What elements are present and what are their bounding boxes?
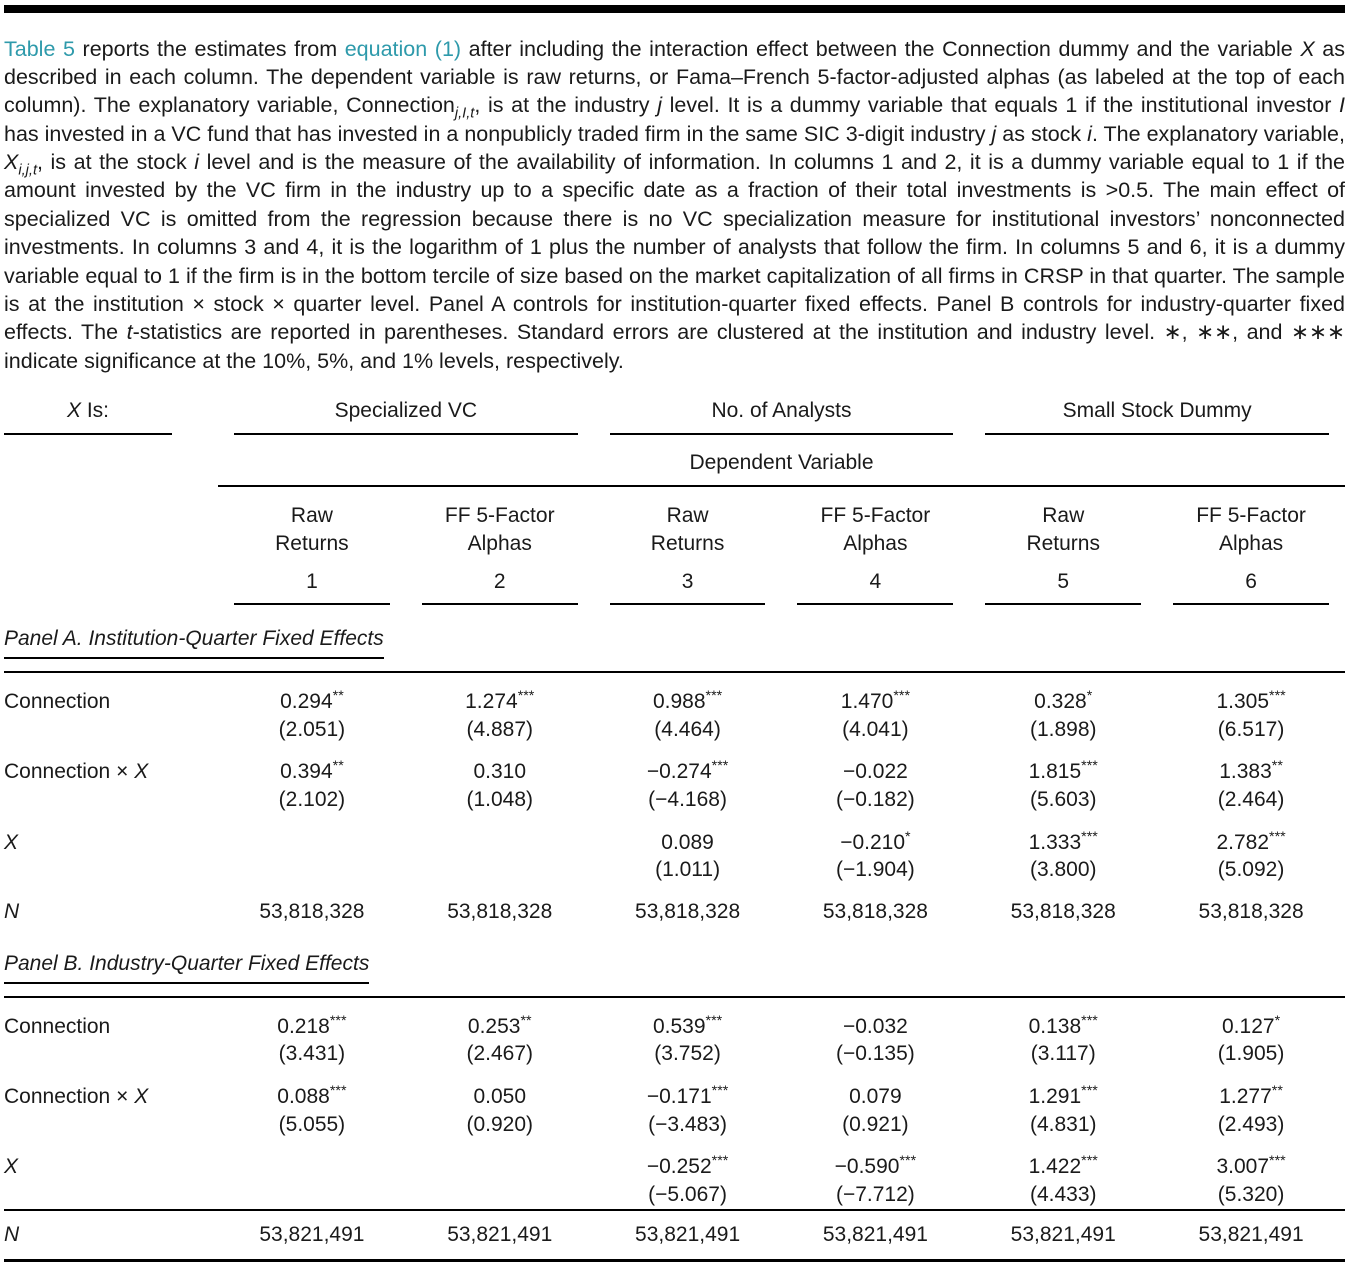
- tstat-row: [4, 1181, 1345, 1210]
- italic-text: j: [991, 121, 997, 146]
- coefficient-row: [4, 997, 1345, 1041]
- significance-stars: ***: [711, 758, 729, 775]
- significance-stars: ***: [329, 1083, 347, 1099]
- italic-text: i: [194, 150, 200, 174]
- tstat-cell: (2.051): [278, 717, 346, 741]
- tstat-row: [4, 1111, 1345, 1139]
- column-number-6: 6: [1157, 557, 1345, 605]
- coefficient-row: [4, 814, 1345, 857]
- column-header-row: [4, 487, 1345, 557]
- tstat-cell: (1.048): [466, 787, 534, 811]
- subscript-text: i,j,t: [18, 162, 38, 179]
- significance-stars: ***: [1081, 1012, 1098, 1029]
- italic-text: X: [134, 760, 149, 784]
- coefficient-cell: −0.022: [842, 760, 908, 784]
- row-label: Connection × X: [4, 760, 149, 784]
- tstat-cell: [406, 1181, 594, 1210]
- column-header-4: FF 5-Factor Alphas: [820, 503, 931, 555]
- coefficient-cell: 1.277**: [1219, 1083, 1283, 1108]
- n-value-cell: 53,821,491: [218, 1210, 406, 1260]
- row-label: [4, 1138, 218, 1181]
- n-value-cell: 53,818,328: [1198, 900, 1304, 924]
- coefficient-cell: 0.310: [473, 760, 527, 784]
- coefficient-cell: [406, 814, 594, 857]
- significance-stars: ***: [705, 1012, 723, 1029]
- tstat-cell: [218, 1181, 406, 1210]
- observations-row: [4, 1210, 1345, 1260]
- n-value-cell: 53,821,491: [969, 1210, 1157, 1260]
- italic-text: t: [126, 320, 133, 345]
- group-header-row: [4, 397, 1345, 436]
- coefficient-cell: −0.590***: [834, 1153, 917, 1179]
- significance-stars: ***: [329, 1012, 347, 1029]
- tstat-cell: (6.517): [1217, 717, 1285, 741]
- column-number-4: 4: [781, 557, 969, 605]
- significance-stars: **: [332, 687, 344, 704]
- tstat-cell: (3.800): [1029, 858, 1097, 882]
- paper-page: [0, 5, 1349, 1262]
- coefficient-cell: 0.539***: [652, 1012, 723, 1038]
- significance-stars: ***: [1081, 758, 1098, 775]
- row-label: [4, 1210, 218, 1260]
- italic-text: j: [657, 93, 662, 118]
- tstat-cell: (2.493): [1217, 1112, 1285, 1136]
- dependent-variable-row: [4, 435, 1345, 487]
- n-value-cell: 53,821,491: [594, 1210, 782, 1260]
- italic-text: X: [4, 830, 19, 854]
- tstat-cell: (4.464): [654, 717, 721, 741]
- tstat-cell: (−1.904): [835, 858, 915, 882]
- spacer-cell: [4, 487, 218, 557]
- tstat-cell: (2.467): [466, 1042, 534, 1066]
- n-value-cell: 53,818,328: [447, 900, 553, 924]
- coefficient-cell: −0.274***: [646, 758, 729, 784]
- x-is-header: [4, 397, 218, 436]
- tstat-cell: (−7.712): [835, 1183, 915, 1207]
- dependent-variable-header: Dependent Variable: [218, 435, 1345, 487]
- spacer-cell: [4, 786, 218, 814]
- column-header-5: Raw Returns: [1026, 503, 1100, 555]
- coefficient-cell: 0.218***: [277, 1012, 347, 1038]
- n-value-cell: 53,821,491: [406, 1210, 594, 1260]
- n-value-cell: 53,821,491: [1157, 1210, 1345, 1260]
- significance-stars: ***: [705, 687, 723, 704]
- column-number-2: 2: [406, 557, 594, 605]
- coefficient-cell: [218, 814, 406, 857]
- column-number-1: 1: [218, 557, 406, 605]
- tstat-cell: (5.055): [278, 1112, 346, 1136]
- italic-text: X: [134, 1085, 149, 1108]
- significance-stars: ***: [1269, 828, 1286, 845]
- table-caption: Table 5 reports the estimates from equation (1) after including the interaction effect between the Connection dummy and the variable X as described in each column. The dependent variable is raw returns, or Fama–French 5-factor-adjusted alphas (as labeled at the top of each column). The explanatory variable, Connection$_{j,I,t}$, is at the industry j level. It is a dummy variable that equals 1 if the institutional investor I has invested in a VC fund that has invested in a nonpublicly traded firm in the same SIC 3-digit industry j as stock i. The explanatory variable, $X_{i,j,t}$, is at the stock i level and is the measure of the availability of information. In columns 1 and 2, it is a dummy variable equal to 1 if the amount invested by the VC firm in the industry up to a specific date as a fraction of their total investments is >0.5. The main effect of specialized VC is omitted from the regression because there is no VC specialization measure for institutional investors’ nonconnected investments. In columns 3 and 4, it is the logarithm of 1 plus the number of analysts that follow the firm. In columns 5 and 6, it is a dummy variable equal to 1 if the firm is in the bottom tercile of size based on the market capitalization of all firms in CRSP in that quarter. The sample is at the institution × stock × quarter level. Panel A controls for institution-quarter fixed effects. Panel B controls for industry-quarter fixed effects. The t-statistics are reported in parentheses. Standard errors are clustered at the institution and industry level. ∗, ∗∗, and ∗∗∗ indicate significance at the 10%, 5%, and 1% levels, respectively.: [4, 36, 1346, 373]
- panel-heading-row: [4, 930, 1345, 997]
- coefficient-cell: 1.383**: [1219, 758, 1283, 784]
- coefficient-row: [4, 1138, 1345, 1181]
- significance-stars: ***: [711, 1153, 729, 1170]
- italic-text: I: [1339, 93, 1346, 118]
- spacer-cell: [4, 1040, 218, 1068]
- coefficient-cell: 0.079: [849, 1085, 902, 1108]
- italic-text: X: [4, 150, 19, 174]
- coefficient-cell: [218, 1138, 406, 1181]
- significance-stars: ***: [711, 1083, 729, 1099]
- significance-stars: ***: [517, 687, 535, 704]
- coefficient-cell: 1.305***: [1216, 687, 1286, 713]
- coefficient-cell: 0.253**: [467, 1012, 532, 1038]
- tstat-cell: (−5.067): [648, 1183, 727, 1207]
- tstat-cell: (5.603): [1029, 787, 1097, 811]
- tstat-cell: (0.920): [466, 1112, 534, 1136]
- table-top-rule: [4, 5, 1345, 13]
- n-value-cell: 53,818,328: [1010, 900, 1116, 924]
- spacer-cell: [4, 1111, 218, 1139]
- significance-stars: ***: [893, 687, 910, 704]
- tstat-cell: (0.921): [842, 1112, 909, 1136]
- tstat-cell: (−3.483): [648, 1112, 727, 1136]
- spacer-cell: [4, 1181, 218, 1210]
- coefficient-cell: 1.422***: [1028, 1153, 1098, 1179]
- x-is-label: [4, 397, 172, 436]
- subscript-text: j,I,t: [454, 105, 475, 122]
- spacer-cell: [4, 435, 218, 487]
- italic-text: N: [4, 1222, 20, 1246]
- significance-stars: *: [1086, 687, 1093, 704]
- column-header-1: Raw Returns: [275, 503, 349, 555]
- coefficient-cell: 0.088***: [277, 1083, 347, 1108]
- row-label: Connection × X: [4, 1085, 149, 1108]
- row-label: [4, 814, 218, 857]
- n-value-cell: 53,818,328: [259, 900, 365, 924]
- coefficient-cell: −0.210*: [840, 828, 911, 854]
- tstat-cell: (1.898): [1029, 717, 1097, 741]
- tstat-cell: (4.433): [1029, 1183, 1097, 1207]
- coefficient-cell: [406, 1138, 594, 1181]
- table-body: [4, 605, 1345, 1260]
- tstat-cell: (5.320): [1217, 1183, 1285, 1207]
- row-label: Connection: [4, 689, 111, 713]
- significance-stars: ***: [1081, 828, 1098, 845]
- column-number-row: [4, 557, 1345, 605]
- significance-stars: **: [1271, 1083, 1283, 1099]
- significance-stars: *: [905, 828, 911, 845]
- italic-text: X: [1300, 36, 1315, 61]
- column-header-6: FF 5-Factor Alphas: [1196, 503, 1306, 555]
- significance-stars: ***: [1269, 1153, 1286, 1170]
- tstat-cell: (2.464): [1217, 787, 1285, 811]
- significance-stars: ***: [1081, 1153, 1098, 1170]
- equation-1-link[interactable]: equation (1): [344, 36, 462, 61]
- tstat-row: [4, 856, 1345, 884]
- tstat-cell: (4.831): [1029, 1112, 1097, 1136]
- n-value-cell: 53,818,328: [822, 900, 928, 924]
- coefficient-cell: 1.291***: [1028, 1083, 1098, 1108]
- n-value-cell: 53,821,491: [781, 1210, 969, 1260]
- tstat-row: [4, 716, 1345, 744]
- coefficient-cell: 0.089: [661, 830, 714, 854]
- tstat-cell: (−4.168): [648, 787, 727, 811]
- tstat-cell: [406, 856, 594, 884]
- coefficient-cell: 3.007***: [1216, 1153, 1286, 1179]
- coefficient-cell: 0.988***: [652, 687, 723, 713]
- tstat-cell: (3.431): [278, 1042, 346, 1066]
- coefficient-row: [4, 672, 1345, 716]
- spacer-cell: [4, 557, 218, 605]
- tstat-cell: (4.887): [466, 717, 534, 741]
- panel-title: Panel A. Institution-Quarter Fixed Effects: [4, 625, 384, 659]
- coefficient-row: [4, 743, 1345, 786]
- coefficient-cell: 1.333***: [1028, 828, 1098, 854]
- coefficient-cell: 0.127*: [1222, 1012, 1281, 1038]
- coefficient-cell: −0.032: [842, 1014, 908, 1038]
- coefficient-cell: 1.470***: [840, 687, 910, 713]
- coefficient-cell: −0.171***: [646, 1083, 729, 1108]
- x-is-rest: Is:: [81, 398, 110, 422]
- coefficient-cell: 0.394**: [280, 758, 344, 784]
- tstat-cell: (5.092): [1217, 858, 1285, 882]
- row-label: [4, 884, 218, 930]
- tstat-row: [4, 1040, 1345, 1068]
- italic-text: N: [4, 900, 20, 924]
- significance-stars: ***: [1269, 687, 1286, 704]
- panel-heading-row: [4, 605, 1345, 672]
- x-is-italic: X: [66, 398, 81, 422]
- significance-stars: **: [1271, 758, 1283, 775]
- group-header-specialized-vc: Specialized VC: [218, 397, 594, 436]
- coefficient-cell: 0.328*: [1034, 687, 1093, 713]
- spacer-cell: [4, 716, 218, 744]
- italic-text: i: [1087, 121, 1092, 146]
- tstat-cell: (−0.135): [835, 1042, 915, 1066]
- column-number-5: 5: [969, 557, 1157, 605]
- significance-stars: ***: [899, 1153, 917, 1170]
- significance-stars: *: [1274, 1012, 1281, 1029]
- coefficient-cell: 1.815***: [1028, 758, 1098, 784]
- tstat-row: [4, 786, 1345, 814]
- tstat-cell: [218, 856, 406, 884]
- spacer-cell: [4, 856, 218, 884]
- significance-stars: **: [332, 758, 344, 775]
- coefficient-cell: 0.050: [473, 1085, 527, 1108]
- tstat-cell: (3.117): [1030, 1042, 1096, 1066]
- observations-row: [4, 884, 1345, 930]
- table-5-link[interactable]: Table 5: [4, 36, 75, 61]
- tstat-cell: (1.905): [1217, 1042, 1285, 1066]
- row-label: Connection: [4, 1014, 111, 1038]
- n-value-cell: 53,818,328: [635, 900, 741, 924]
- panel-title: Panel B. Industry-Quarter Fixed Effects: [4, 950, 369, 984]
- column-header-3: Raw Returns: [650, 503, 725, 555]
- coefficient-cell: 2.782***: [1216, 828, 1286, 854]
- coefficient-cell: 0.138***: [1028, 1012, 1098, 1038]
- italic-text: X: [4, 1155, 19, 1179]
- group-header-small-stock-dummy: Small Stock Dummy: [969, 397, 1345, 436]
- coefficient-cell: 0.294**: [280, 687, 344, 713]
- group-header-no-of-analysts: No. of Analysts: [594, 397, 970, 436]
- column-number-3: 3: [594, 557, 782, 605]
- significance-stars: **: [520, 1012, 532, 1029]
- significance-stars: ***: [1081, 1083, 1098, 1099]
- column-header-2: FF 5-Factor Alphas: [444, 503, 555, 555]
- tstat-cell: (2.102): [278, 787, 346, 811]
- coefficient-cell: −0.252***: [646, 1153, 729, 1179]
- tstat-cell: (3.752): [654, 1042, 721, 1066]
- tstat-cell: (1.011): [655, 858, 721, 882]
- coefficient-cell: 1.274***: [465, 687, 535, 713]
- tstat-cell: (−0.182): [835, 787, 915, 811]
- coefficient-row: [4, 1068, 1345, 1111]
- tstat-cell: (4.041): [842, 717, 909, 741]
- results-table: [4, 397, 1345, 1262]
